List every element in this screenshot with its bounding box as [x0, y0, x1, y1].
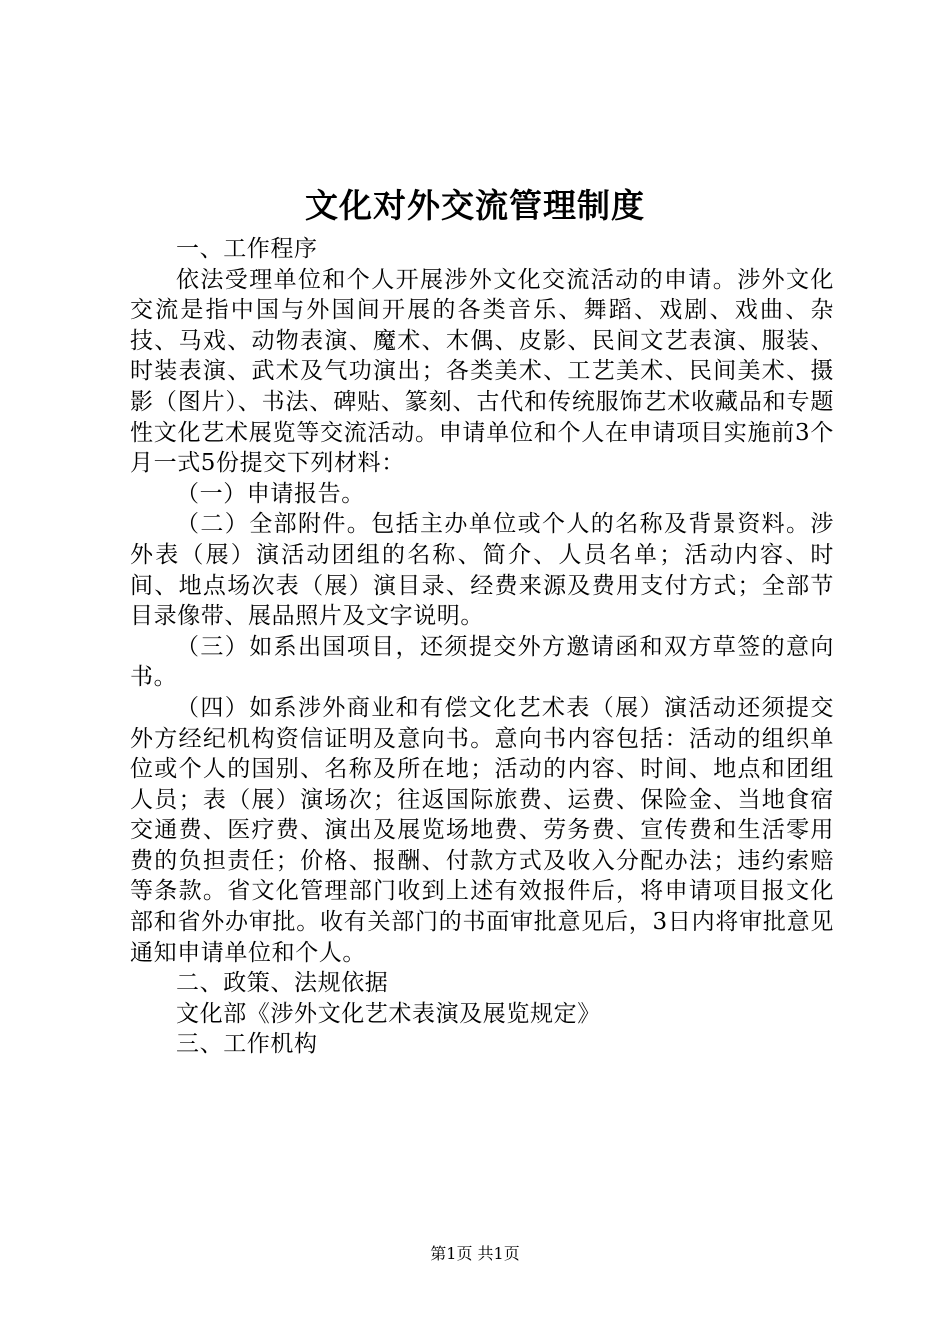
paragraph-item-3: （三）如系出国项目，还须提交外方邀请函和双方草签的意向书。: [130, 633, 834, 691]
document-title: 文化对外交流管理制度: [305, 186, 645, 225]
paragraph-item-1: （一）申请报告。: [176, 480, 365, 507]
paragraph-item-2: （二）全部附件。包括主办单位或个人的名称及背景资料。涉外表（展）演活动团组的名称、简介、人员名单；活动内容、时间、地点场次表（展）演目录、经费来源及费用支付方式；全部节目录像带、展品照片及文字说明。: [130, 511, 834, 630]
paragraph-item-4: （四）如系涉外商业和有偿文化艺术表（展）演活动还须提交外方经纪机构资信证明及意向书。意向书内容包括：活动的组织单位或个人的国别、名称及所在地；活动的内容、时间、地点和团组人员；表（展）演场次；往返国际旅费、运费、保险金、当地食宿交通费、医疗费、演出及展览场地费、劳务费、宣传费和生活零用费的负担责任；价格、报酬、付款方式及收入分配办法；违约索赔等条款。省文化管理部门收到上述有效报件后，将申请项目报文化部和省外办审批。收有关部门的书面审批意见后，3日内将审批意见通知申请单位和个人。: [130, 694, 834, 966]
paragraph-application-intro: 依法受理单位和个人开展涉外文化交流活动的申请。涉外文化交流是指中国与外国间开展的各类音乐、舞蹈、戏剧、戏曲、杂技、马戏、动物表演、魔术、木偶、皮影、民间文艺表演、服装、时装表演、武术及气功演出；各类美术、工艺美术、民间美术、摄影（图片）、书法、碑贴、篆刻、古代和传统服饰艺术收藏品和专题性文化艺术展览等交流活动。申请单位和个人在申请项目实施前3个月一式5份提交下列材料：: [130, 266, 834, 477]
page-footer: 第1页 共1页: [430, 1244, 520, 1263]
section-heading-work-agency: 三、工作机构: [176, 1031, 318, 1058]
document-body: [130, 234, 834, 1060]
section-heading-policy-basis: 二、政策、法规依据: [176, 970, 389, 997]
section-heading-work-procedure: 一、工作程序: [176, 236, 318, 262]
paragraph-regulation-reference: 文化部《涉外文化艺术表演及展览规定》: [176, 1000, 601, 1027]
